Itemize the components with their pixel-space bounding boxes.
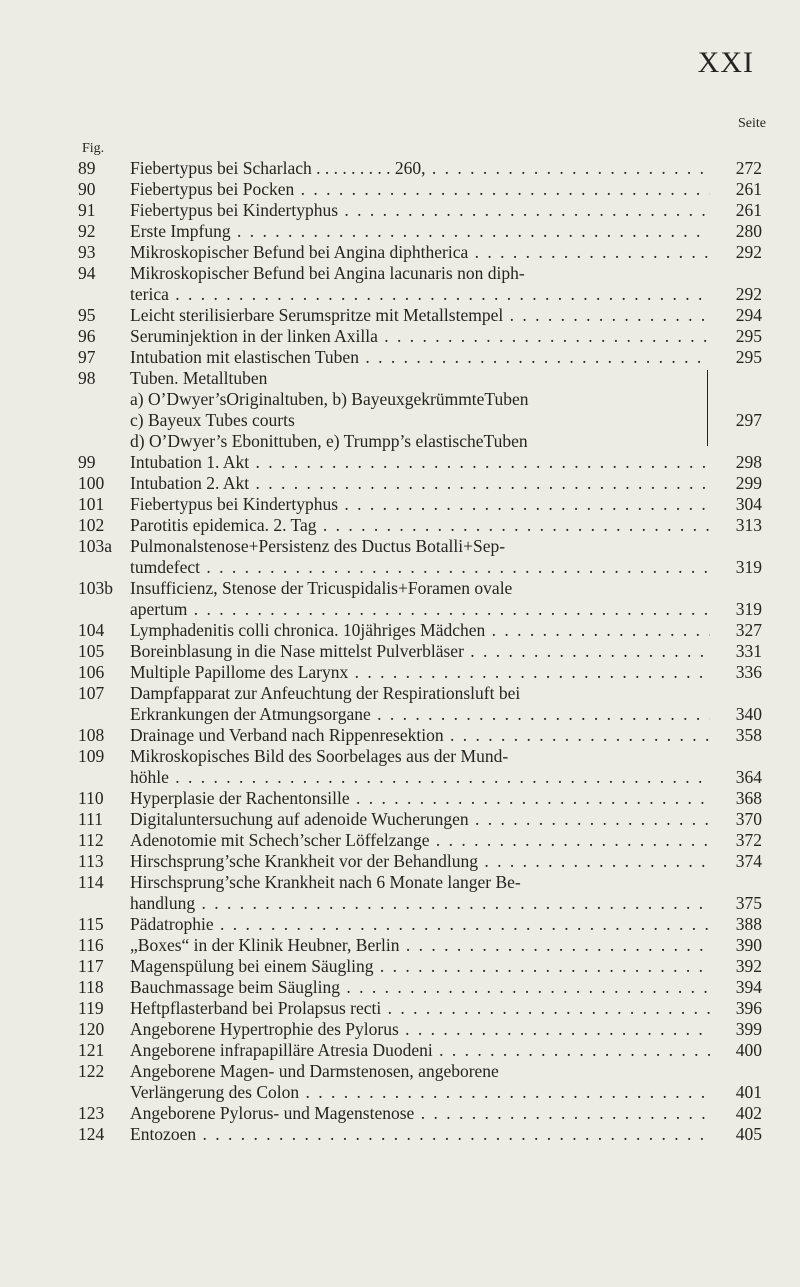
figure-title-line: Pulmonalstenose+Persistenz des Ductus Botalli+Sep-	[130, 536, 506, 556]
figure-number: 116	[78, 935, 104, 955]
page-reference: 388	[735, 914, 762, 934]
leader-dots	[231, 221, 710, 241]
figure-number: 89	[78, 158, 96, 178]
page-reference: 370	[735, 809, 762, 829]
leader-dots	[478, 851, 710, 871]
figure-title-line: Erste Impfung . . .	[130, 221, 710, 242]
toc-entry	[78, 158, 778, 179]
brace-bracket	[697, 370, 708, 446]
figure-number: 96	[78, 326, 96, 346]
page-reference: 292	[735, 242, 762, 262]
page-reference: 400	[735, 1040, 762, 1060]
figure-number: 90	[78, 179, 96, 199]
figure-number: 98	[78, 368, 96, 388]
page-reference: 396	[735, 998, 762, 1018]
leader-dots	[374, 956, 710, 976]
leader-dots	[430, 830, 711, 850]
figure-number: 108	[78, 725, 105, 745]
figure-title-line: Hirschsprung’sche Krankheit vor der Behandlung . . .	[130, 851, 710, 872]
page-reference: 390	[735, 935, 762, 955]
toc-entry	[78, 998, 778, 1019]
toc-entry	[78, 368, 778, 452]
figure-title-line: handlung . . .	[130, 893, 710, 914]
figure-title-line: Fiebertypus bei Pocken . . .	[130, 179, 710, 200]
figure-title-line: Entozoen . . .	[130, 1124, 710, 1145]
toc-entry	[78, 1019, 778, 1040]
figure-number: 122	[78, 1061, 105, 1081]
leader-dots	[169, 767, 710, 787]
page-reference: 280	[735, 221, 762, 241]
figure-title-line: Mikroskopischer Befund bei Angina diphtherica . . .	[130, 242, 710, 263]
page-reference: 392	[735, 956, 762, 976]
figure-number: 94	[78, 263, 96, 283]
page-reference: 261	[735, 179, 762, 199]
leader-dots	[503, 305, 710, 325]
figure-title-line: Lymphadenitis colli chronica. 10jähriges Mädchen . . .	[130, 620, 710, 641]
toc-entry	[78, 872, 778, 914]
leader-dots	[433, 1040, 710, 1060]
figure-title-line: Digitaluntersuchung auf adenoide Wucherungen . . .	[130, 809, 710, 830]
leader-dots	[249, 452, 710, 472]
figure-title-line: Dampfapparat zur Anfeuchtung der Respirationsluft bei	[130, 683, 521, 703]
page-reference: 401	[735, 1082, 762, 1102]
leader-dots	[468, 242, 710, 262]
toc-entry	[78, 620, 778, 641]
figure-title-line: Drainage und Verband nach Rippenresektion . . .	[130, 725, 710, 746]
leader-dots	[294, 179, 710, 199]
figure-number: 119	[78, 998, 104, 1018]
toc-entry	[78, 515, 778, 536]
figure-number: 114	[78, 872, 104, 892]
page-reference: 313	[735, 515, 762, 535]
figure-number: 101	[78, 494, 105, 514]
leader-dots	[214, 914, 710, 934]
page-reference: 272	[735, 158, 762, 178]
toc-entry	[78, 977, 778, 998]
figure-title-line: a) O’Dwyer’sOriginaltuben, b) BayeuxgekrümmteTuben	[130, 389, 529, 409]
leader-dots	[348, 662, 710, 682]
figure-number: 100	[78, 473, 105, 493]
leader-dots	[444, 725, 710, 745]
figure-title-line: terica . . .	[130, 284, 710, 305]
figure-number: 123	[78, 1103, 105, 1123]
page-reference: 375	[735, 893, 762, 913]
toc-entry	[78, 1061, 778, 1103]
page-reference: 399	[735, 1019, 762, 1039]
figure-title-line: Hirschsprung’sche Krankheit nach 6 Monate langer Be-	[130, 872, 521, 892]
figure-number: 109	[78, 746, 105, 766]
page-reference: 405	[735, 1124, 762, 1144]
toc-entry	[78, 326, 778, 347]
figure-title-line: apertum . . .	[130, 599, 710, 620]
figure-title-line: Erkrankungen der Atmungsorgane . . .	[130, 704, 710, 725]
figure-title-line: Intubation 2. Akt . . .	[130, 473, 710, 494]
toc-entry	[78, 1103, 778, 1124]
toc-entry	[78, 914, 778, 935]
page-reference: 336	[735, 662, 762, 682]
toc-entry	[78, 683, 778, 725]
toc-entry	[78, 809, 778, 830]
leader-dots	[340, 977, 710, 997]
figure-title-line: Insufficienz, Stenose der Tricuspidalis+Foramen ovale	[130, 578, 513, 598]
toc-entry	[78, 263, 778, 305]
leader-dots	[469, 809, 710, 829]
leader-dots	[338, 494, 710, 514]
page-reference: 292	[735, 284, 762, 304]
figure-title-line: Mikroskopischer Befund bei Angina lacunaris non diph-	[130, 263, 525, 283]
page-reference: 319	[735, 557, 762, 577]
figure-title-line: tumdefect . . .	[130, 557, 710, 578]
toc-entry	[78, 473, 778, 494]
figure-number: 115	[78, 914, 104, 934]
page-reference: 402	[735, 1103, 762, 1123]
page-reference: 295	[735, 326, 762, 346]
figure-number: 113	[78, 851, 104, 871]
toc-entry	[78, 179, 778, 200]
toc-entry	[78, 1040, 778, 1061]
leader-dots	[317, 515, 710, 535]
leader-dots	[200, 557, 710, 577]
figure-number: 110	[78, 788, 104, 808]
figure-title-line: Heftpflasterband bei Prolapsus recti . . .	[130, 998, 710, 1019]
figure-number: 124	[78, 1124, 105, 1144]
toc-entry	[78, 746, 778, 788]
toc-entry	[78, 200, 778, 221]
figure-title-line: Pädatrophie . . .	[130, 914, 710, 935]
leader-dots	[414, 1103, 710, 1123]
figure-title-line: Angeborene infrapapilläre Atresia Duodeni . . .	[130, 1040, 710, 1061]
figure-title-line: Angeborene Pylorus- und Magenstenose . . .	[130, 1103, 710, 1124]
toc-entry	[78, 725, 778, 746]
toc-entry	[78, 578, 778, 620]
leader-dots	[399, 1019, 710, 1039]
leader-dots	[187, 599, 710, 619]
figure-number: 112	[78, 830, 104, 850]
figure-title-line: Intubation mit elastischen Tuben . . .	[130, 347, 710, 368]
leader-dots	[378, 326, 710, 346]
toc-entry	[78, 830, 778, 851]
toc-entry	[78, 641, 778, 662]
leader-dots	[350, 788, 710, 808]
figure-number: 120	[78, 1019, 105, 1039]
page-reference: 368	[735, 788, 762, 808]
figure-number: 107	[78, 683, 105, 703]
toc-entry	[78, 305, 778, 326]
leader-dots	[359, 347, 710, 367]
figure-number: 121	[78, 1040, 105, 1060]
page-reference: 327	[735, 620, 762, 640]
figure-title-line: Angeborene Hypertrophie des Pylorus . . .	[130, 1019, 710, 1040]
figure-title-line: Hyperplasie der Rachentonsille . . .	[130, 788, 710, 809]
figure-number: 97	[78, 347, 96, 367]
figure-number: 95	[78, 305, 96, 325]
figure-title-line: Mikroskopisches Bild des Soorbelages aus der Mund-	[130, 746, 509, 766]
figure-number: 117	[78, 956, 104, 976]
figure-title-line: Verlängerung des Colon . . .	[130, 1082, 710, 1103]
toc-entry	[78, 662, 778, 683]
page-reference: 294	[735, 305, 762, 325]
toc-entry	[78, 494, 778, 515]
figure-index-list	[78, 158, 778, 1145]
figure-number: 91	[78, 200, 96, 220]
leader-dots	[371, 704, 710, 724]
figure-title-line: höhle . . .	[130, 767, 710, 788]
figure-title-line: Magenspülung bei einem Säugling . . .	[130, 956, 710, 977]
toc-entry	[78, 347, 778, 368]
leader-dots	[249, 473, 710, 493]
figure-title-line: Fiebertypus bei Kindertyphus . . .	[130, 494, 710, 515]
page-reference: 295	[735, 347, 762, 367]
figure-title-line: Parotitis epidemica. 2. Tag . . .	[130, 515, 710, 536]
figure-title-line: Adenotomie mit Schech’scher Löffelzange . . .	[130, 830, 710, 851]
figure-number: 111	[78, 809, 103, 829]
figure-number: 93	[78, 242, 96, 262]
toc-entry	[78, 221, 778, 242]
leader-dots	[381, 998, 710, 1018]
page-reference: 372	[735, 830, 762, 850]
figure-title-line: d) O’Dwyer’s Ebonittuben, e) Trumpp’s elastischeTuben	[130, 431, 528, 451]
leader-dots	[169, 284, 710, 304]
figure-title-line: Tuben. Metalltuben	[130, 368, 268, 388]
leader-dots	[400, 935, 710, 955]
page-reference: 299	[735, 473, 762, 493]
page-reference: 364	[735, 767, 762, 787]
figure-title-line: Fiebertypus bei Kindertyphus . . .	[130, 200, 710, 221]
page-number: XXI	[697, 46, 754, 79]
leader-dots	[464, 641, 710, 661]
figure-title-line: „Boxes“ in der Klinik Heubner, Berlin . . .	[130, 935, 710, 956]
figure-number: 105	[78, 641, 105, 661]
leader-dots	[426, 158, 710, 178]
figure-number: 102	[78, 515, 105, 535]
figure-number: 99	[78, 452, 96, 472]
figure-title-line: Bauchmassage beim Säugling . . .	[130, 977, 710, 998]
page-reference: 298	[735, 452, 762, 472]
leader-dots	[299, 1082, 710, 1102]
figure-title-line: Intubation 1. Akt . . .	[130, 452, 710, 473]
page-reference: 394	[735, 977, 762, 997]
figure-number: 92	[78, 221, 96, 241]
page-reference: 319	[735, 599, 762, 619]
figure-title-line: Angeborene Magen- und Darmstenosen, angeborene	[130, 1061, 499, 1081]
page-reference: 304	[735, 494, 762, 514]
toc-entry	[78, 956, 778, 977]
figure-title-line: Boreinblasung in die Nase mittelst Pulverbläser . . .	[130, 641, 710, 662]
leader-dots	[485, 620, 710, 640]
figure-title-line: Multiple Papillome des Larynx . . .	[130, 662, 710, 683]
figure-title-line: Fiebertypus bei Scharlach . . . . . . . . . 260, . . .	[130, 158, 710, 179]
leader-dots	[195, 893, 710, 913]
page-reference: 297	[735, 410, 762, 430]
fig-column-label: Fig.	[82, 141, 105, 156]
figure-number: 103b	[78, 578, 113, 598]
toc-entry	[78, 935, 778, 956]
page-reference: 374	[735, 851, 762, 871]
toc-entry	[78, 452, 778, 473]
toc-entry	[78, 851, 778, 872]
figure-title-line: Leicht sterilisierbare Serumspritze mit Metallstempel . . .	[130, 305, 710, 326]
leader-dots	[196, 1124, 710, 1144]
page-reference: 331	[735, 641, 762, 661]
leader-dots	[338, 200, 710, 220]
figure-number: 118	[78, 977, 104, 997]
toc-entry	[78, 788, 778, 809]
page-reference: 261	[735, 200, 762, 220]
figure-title-line: c) Bayeux Tubes courts	[130, 410, 295, 430]
figure-title-line: Seruminjektion in der linken Axilla . . .	[130, 326, 710, 347]
figure-number: 103a	[78, 536, 113, 556]
figure-number: 106	[78, 662, 105, 682]
page-reference: 340	[735, 704, 762, 724]
page-reference: 358	[735, 725, 762, 745]
toc-entry	[78, 1124, 778, 1145]
seite-column-label: Seite	[738, 116, 766, 131]
toc-entry	[78, 242, 778, 263]
figure-number: 104	[78, 620, 105, 640]
toc-entry	[78, 536, 778, 578]
